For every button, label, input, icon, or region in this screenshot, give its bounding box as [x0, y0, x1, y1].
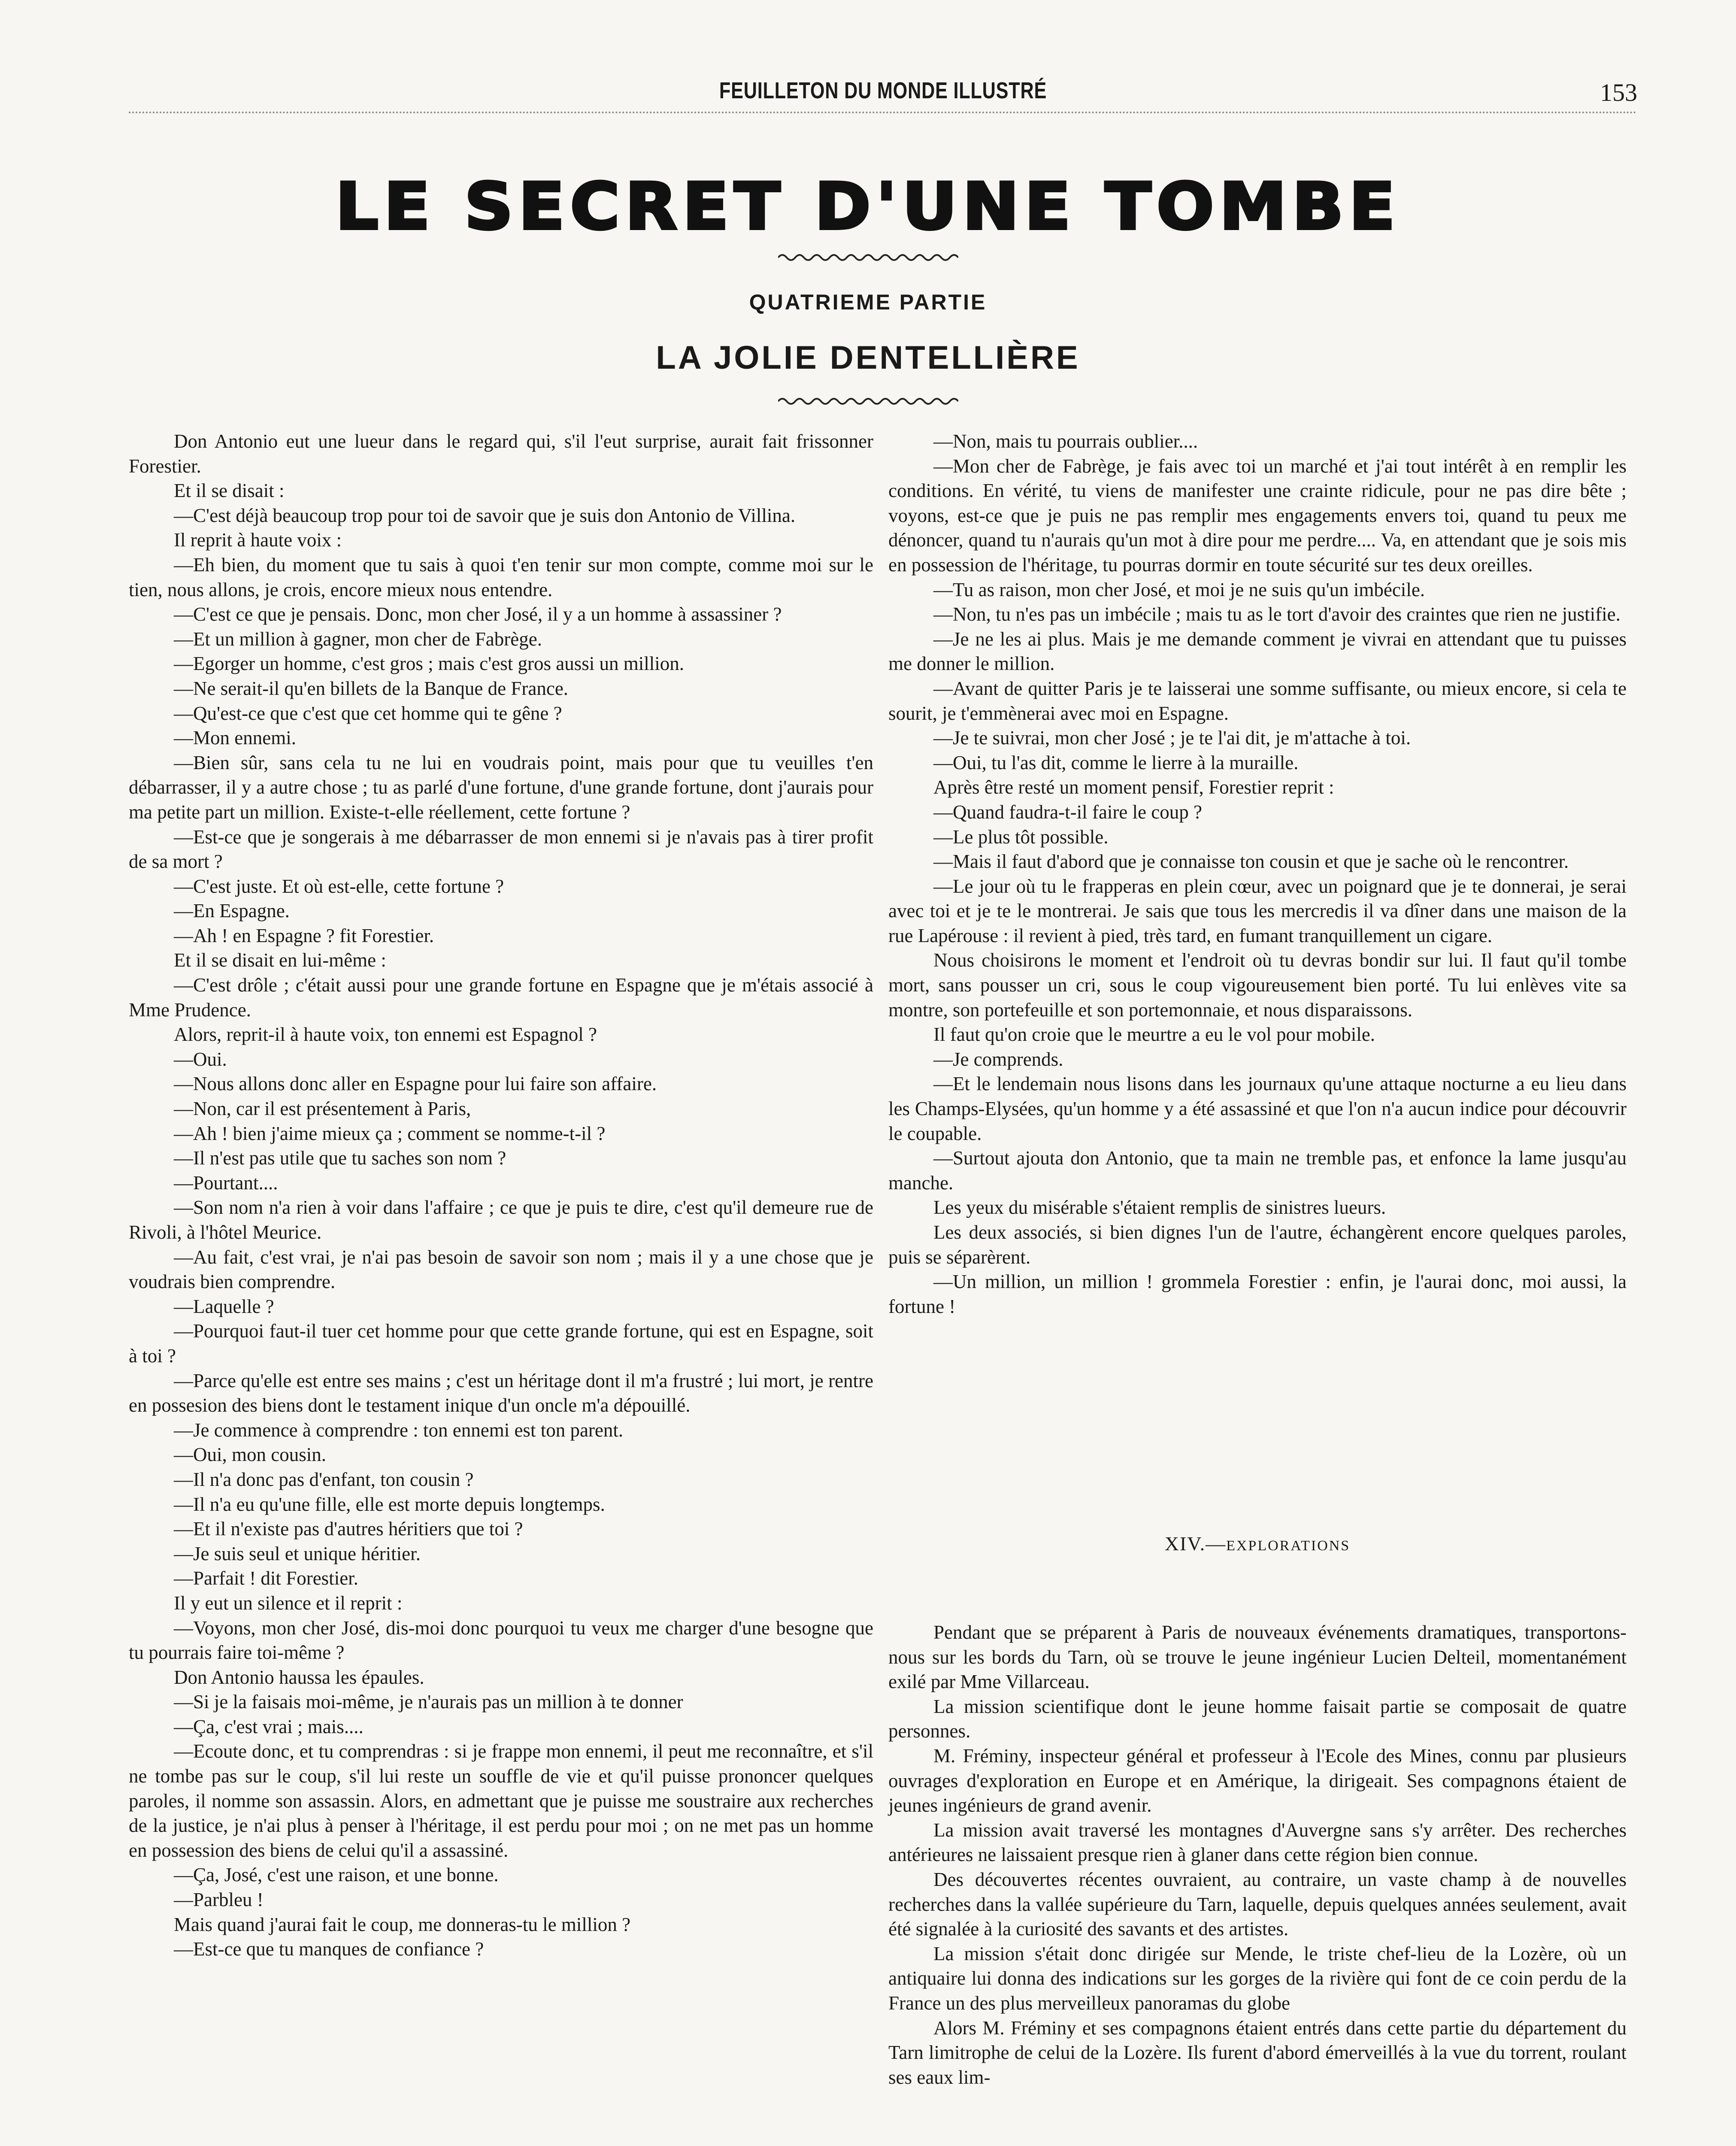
paragraph: —Ça, c'est vrai ; mais.... — [174, 1716, 364, 1737]
paragraph: Les deux associés, si bien dignes l'un de l'autre, échangèrent encore quelques paroles, puis se séparèrent. — [888, 1222, 1627, 1268]
running-title: FEUILLETON DU MONDE ILLUSTRÉ — [719, 78, 1047, 103]
paragraph: —Et le lendemain nous lisons dans les journaux qu'une attaque nocturne a eu lieu dans les Champs-Elysées, qu'un homme y a été assassiné et que l'on n'a aucun indice pour découvrir le coupable. — [888, 1073, 1627, 1144]
paragraph: —Mon cher de Fabrège, je fais avec toi un marché et j'ai tout intérêt à en remplir les conditions. En vérité, tu viens de manifester une crainte ridicule, pour ne pas dire bête ; voyons, est-ce que je puis ne pas remplir mes engagements envers toi, quand tu peux me dénoncer, quand tu n'aurais qu'un mot à dire pour me perdre.... Va, en attendant que je sois mis en possession de l'héritage, tu pourras dormir en toute sécurité sur tes deux oreilles. — [888, 455, 1627, 576]
paragraph: —Non, mais tu pourrais oublier.... — [933, 430, 1198, 452]
paragraph: —Si je la faisais moi-même, je n'aurais pas un million à te donner — [174, 1691, 683, 1713]
page-title: LE SECRET D'UNE TOMBE — [335, 170, 1401, 244]
paragraph: —Avant de quitter Paris je te laisserai une somme suffisante, ou mieux encore, si cela te sourit, je t'emmènerai avec moi en Espagne. — [888, 677, 1627, 724]
paragraph: Don Antonio haussa les épaules. — [174, 1666, 424, 1688]
right-text-column — [888, 429, 1627, 1319]
paragraph: Don Antonio eut une lueur dans le regard qui, s'il l'eut surprise, aurait fait frissonner Forestier. — [129, 430, 873, 477]
paragraph: —Ah ! bien j'aime mieux ça ; comment se nomme-t-il ? — [174, 1122, 606, 1144]
page-number: 153 — [1600, 79, 1637, 106]
paragraph: —Parbleu ! — [174, 1889, 264, 1911]
section-heading — [888, 1532, 1627, 1555]
paragraph: Alors, reprit-il à haute voix, ton ennemi est Espagnol ? — [174, 1024, 597, 1046]
paragraph: —Le plus tôt possible. — [933, 826, 1109, 848]
paragraph: —Ecoute donc, et tu comprendras : si je frappe mon ennemi, il peut me reconnaître, et s'il ne tombe pas sur le coup, s'il lui reste un souffle de vie et qu'il puisse prononcer quelques paroles, il nomme son assassin. Alors, en admettant que je puisse me soustraire aux recherches de la justice, je n'ai plus à penser à l'héritage, il est perdu pour moi ; on ne met pas un homme en possession des biens de celui qu'il a assassiné. — [129, 1740, 873, 1861]
paragraph: —Je commence à comprendre : ton ennemi est ton parent. — [174, 1419, 624, 1441]
paragraph: Nous choisirons le moment et l'endroit où tu devras bondir sur lui. Il faut qu'il tombe mort, sans pousser un cri, sous le coup vigoureusement bien porté. Tu lui enlèves vite sa montre, son portefeuille et son portemonnaie, et nous disparaissons. — [888, 949, 1627, 1021]
paragraph: —Il n'est pas utile que tu saches son nom ? — [174, 1147, 506, 1169]
paragraph: —Au fait, c'est vrai, je n'ai pas besoin de savoir son nom ; mais il y a une chose que je voudrais bien comprendre. — [129, 1246, 873, 1293]
paragraph: —Nous allons donc aller en Espagne pour lui faire son affaire. — [174, 1073, 657, 1095]
paragraph: —Parce qu'elle est entre ses mains ; c'est un héritage dont il m'a frustré ; lui mort, je rentre en possesion des biens dont le testament inique d'un oncle m'a dépouillé. — [129, 1370, 873, 1416]
paragraph: —En Espagne. — [174, 900, 290, 922]
part-title: QUATRIEME PARTIE — [749, 290, 987, 314]
paragraph: —Il n'a donc pas d'enfant, ton cousin ? — [174, 1468, 474, 1490]
paragraph: —Oui. — [174, 1048, 227, 1070]
section-title: EXPLORATIONS — [1226, 1538, 1351, 1554]
paragraph: —Mon ennemi. — [174, 727, 296, 749]
paragraph: Il reprit à haute voix : — [174, 529, 342, 551]
paragraph: —Et il n'existe pas d'autres héritiers que toi ? — [174, 1518, 523, 1540]
paragraph: —Oui, mon cousin. — [174, 1444, 326, 1466]
paragraph: —Il n'a eu qu'une fille, elle est morte depuis longtemps. — [174, 1493, 605, 1515]
wavy-ornament-icon — [778, 395, 958, 408]
paragraph: Après être resté un moment pensif, Forestier reprit : — [933, 776, 1334, 798]
paragraph: —C'est ce que je pensais. Donc, mon cher José, il y a un homme à assassiner ? — [174, 603, 782, 625]
paragraph: —Est-ce que je songerais à me débarrasser de mon ennemi si je n'avais pas à tirer profit de sa mort ? — [129, 826, 873, 873]
paragraph: Les yeux du misérable s'étaient remplis de sinistres lueurs. — [933, 1197, 1386, 1218]
paragraph: —Voyons, mon cher José, dis-moi donc pourquoi tu veux me charger d'une besogne que tu pourrais faire toi-même ? — [129, 1617, 873, 1664]
paragraph: —Son nom n'a rien à voir dans l'affaire ; ce que je puis te dire, c'est qu'il demeure rue de Rivoli, à l'hôtel Meurice. — [129, 1197, 873, 1243]
paragraph: —Le jour où tu le frapperas en plein cœur, avec un poignard que je te donnerai, je serai avec toi et je te le montrerai. Je sais que tous les mercredis il va dîner dans une maison de la rue Lapérouse : il revient à pied, très tard, en fumant tranquillement un cigare. — [888, 875, 1627, 946]
chapter-subtitle: LA JOLIE DENTELLIÈRE — [656, 339, 1080, 376]
paragraph: —Mais il faut d'abord que je connaisse ton cousin et que je sache où le rencontrer. — [933, 851, 1569, 873]
paragraph: —C'est déjà beaucoup trop pour toi de savoir que je suis don Antonio de Villina. — [174, 504, 796, 526]
paragraph: —Je comprends. — [933, 1048, 1063, 1070]
paragraph: —Je ne les ai plus. Mais je me demande comment je vivrai en attendant que tu puisses me donner le million. — [888, 628, 1627, 675]
paragraph: Et il se disait : — [174, 480, 285, 502]
paragraph: —Ça, José, c'est une raison, et une bonne. — [174, 1864, 499, 1886]
paragraph: —Parfait ! dit Forestier. — [174, 1567, 358, 1589]
paragraph: —Bien sûr, sans cela tu ne lui en voudrais point, mais pour que tu veuilles t'en débarrasser, il y a autre chose ; tu as parlé d'une fortune, d'une grande fortune, dont j'aurais pour ma petite part un million. Existe-t-elle réellement, cette fortune ? — [129, 752, 873, 823]
paragraph: —Ne serait-il qu'en billets de la Banque de France. — [174, 677, 569, 699]
paragraph: —Pourtant.... — [174, 1172, 278, 1194]
header-rule — [129, 112, 1637, 113]
running-header — [129, 69, 1637, 116]
wavy-ornament-icon — [778, 251, 958, 264]
paragraph: La mission scientifique dont le jeune homme faisait partie se composait de quatre personnes. — [888, 1695, 1627, 1742]
paragraph: —Tu as raison, mon cher José, et moi je ne suis qu'un imbécile. — [933, 579, 1425, 600]
paragraph: —Surtout ajouta don Antonio, que ta main ne tremble pas, et enfonce la lame jusqu'au manche. — [888, 1147, 1627, 1194]
paragraph: —Qu'est-ce que c'est que cet homme qui te gêne ? — [174, 702, 562, 724]
paragraph: —Oui, tu l'as dit, comme le lierre à la muraille. — [933, 752, 1299, 773]
paragraph: —Laquelle ? — [174, 1295, 274, 1317]
paragraph: —Je te suivrai, mon cher José ; je te l'ai dit, je m'attache à toi. — [933, 727, 1411, 749]
paragraph: Il faut qu'on croie que le meurtre a eu le vol pour mobile. — [933, 1024, 1375, 1046]
title-flourish — [0, 251, 1736, 266]
paragraph: —Egorger un homme, c'est gros ; mais c'est gros aussi un million. — [174, 653, 684, 675]
paragraph: Et il se disait en lui-même : — [174, 949, 386, 971]
paragraph: —Eh bien, du moment que tu sais à quoi t'en tenir sur mon compte, comme moi sur le tien, nous allons, je crois, encore mieux nous entendre. — [129, 554, 873, 600]
paragraph: Pendant que se préparent à Paris de nouveaux événements dramatiques, transportons-nous sur les bords du Tarn, où se trouve le jeune ingénieur Lucien Delteil, momentanément exilé par Mme Villarceau. — [888, 1622, 1627, 1693]
section-number: XIV.— — [1164, 1533, 1227, 1555]
paragraph: —Un million, un million ! grommela Forestier : enfin, je l'aurai donc, moi aussi, la fortune ! — [888, 1271, 1627, 1317]
paragraph: —C'est drôle ; c'était aussi pour une grande fortune en Espagne que je m'étais associé à Mme Prudence. — [129, 974, 873, 1021]
paragraph: —Pourquoi faut-il tuer cet homme pour que cette grande fortune, qui est en Espagne, soit à toi ? — [129, 1320, 873, 1367]
paragraph: Alors M. Fréminy et ses compagnons étaient entrés dans cette partie du département du Tarn limitrophe de celui de la Lozère. Ils furent d'abord émerveillés à la vue du torrent, roulant ses eaux lim- — [888, 2017, 1627, 2088]
paragraph: —Quand faudra-t-il faire le coup ? — [933, 801, 1202, 823]
paragraph: —Et un million à gagner, mon cher de Fabrège. — [174, 628, 542, 650]
left-text-column — [129, 429, 873, 1962]
paragraph: La mission avait traversé les montagnes d'Auvergne sans s'y arrêter. Des recherches antérieures ne laissaient presque rien à glaner dans cette région bien connue. — [888, 1819, 1627, 1866]
paragraph: —Non, tu n'es pas un imbécile ; mais tu as le tort d'avoir des craintes que rien ne justifie. — [933, 603, 1621, 625]
paragraph: —Je suis seul et unique héritier. — [174, 1543, 421, 1564]
right-text-column-continued — [888, 1620, 1627, 2090]
paragraph: Des découvertes récentes ouvraient, au contraire, un vaste champ à de nouvelles recherches dans la vallée supérieure du Tarn, laquelle, depuis quelques années seulement, avait été signalée à la curiosité des savants et des artistes. — [888, 1868, 1627, 1940]
paragraph: —Non, car il est présentement à Paris, — [174, 1098, 471, 1120]
paragraph: Il y eut un silence et il reprit : — [174, 1592, 403, 1614]
subtitle-flourish — [0, 395, 1736, 409]
paragraph: M. Fréminy, inspecteur général et professeur à l'Ecole des Mines, connu par plusieurs ouvrages d'exploration en Europe et en Amérique, la dirigeait. Ses compagnons étaient de jeunes ingénieurs de grand avenir. — [888, 1745, 1627, 1816]
paragraph: La mission s'était donc dirigée sur Mende, le triste chef-lieu de la Lozère, où un antiquaire lui donna des indications sur les gorges de la rivière qui font de ce coin perdu de la France un des plus merveilleux panoramas du globe — [888, 1943, 1627, 2014]
paragraph: Mais quand j'aurai fait le coup, me donneras-tu le million ? — [174, 1913, 631, 1935]
paragraph: —Ah ! en Espagne ? fit Forestier. — [174, 924, 434, 946]
paragraph: —C'est juste. Et où est-elle, cette fortune ? — [174, 875, 504, 897]
paragraph: —Est-ce que tu manques de confiance ? — [174, 1938, 484, 1960]
